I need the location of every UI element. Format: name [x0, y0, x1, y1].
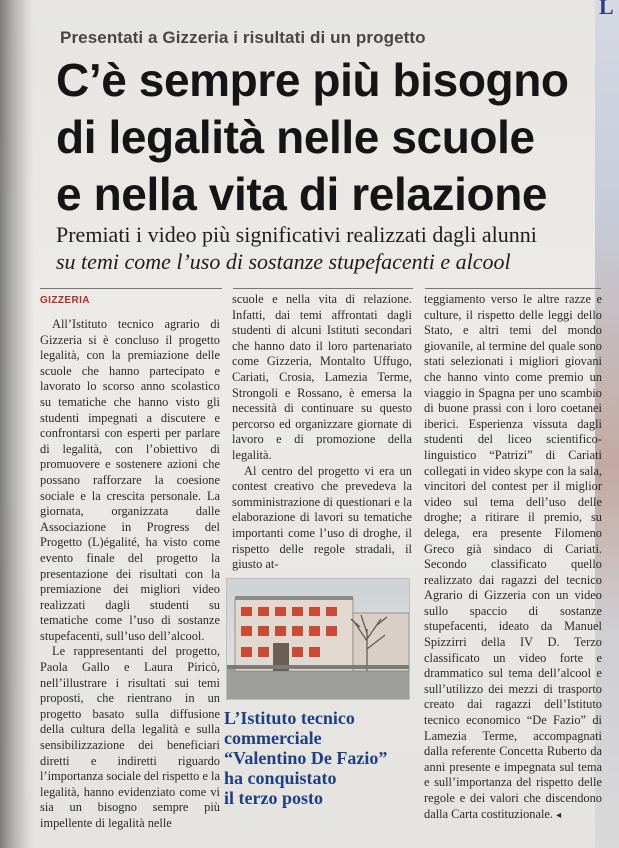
- headline-line-1: C’è sempre più bisogno: [56, 54, 569, 106]
- article-deck: [56, 221, 596, 275]
- article-kicker: Presentati a Gizzeria i risultati di un progetto: [60, 28, 426, 47]
- column-rule-1: [40, 288, 222, 289]
- body-column-3: [424, 292, 602, 823]
- photo-caption: [224, 708, 416, 808]
- body-column-1: [40, 317, 220, 832]
- body-column-2: [232, 292, 412, 573]
- body-paragraph: Le rappresentanti del progetto, Paola Gallo e Laura Piricò, nell’illustrare i risultati sui temi proposti, che rientrano in un progetto basato sulla diffusione della cultura della legalità e sulla sensibilizzazione dei beneficiari diretti e indiretti riguardo l’importanza sociale del rispetto e la legalità, hanno evidenziato come vi sia un bisogno sempre più impellente di legalità nelle: [40, 644, 220, 830]
- caption-line: commerciale: [224, 728, 322, 748]
- body-paragraph: scuole e nella vita di relazione. Infatti, dai temi affrontati dagli studenti di alcuni Istituti secondari che hanno dato il loro partenariato come Gizzeria, Montalto Uffugo, Cariati, Crosia, Lamezia Terme, Strongoli e Rossano, è emersa la necessità di continuare su questo percorso ed organizzare giornate di lavoro e di promozione della legalità.: [232, 292, 412, 462]
- body-paragraph: All’Istituto tecnico agrario di Gizzeria si è concluso il progetto legalità, con la premiazione delle scuole che hanno partecipato e lavorato lo scorso anno scolastico su tematiche che hanno visto gli studenti impegnati a discutere e confrontarsi con esperti per parlare di legalità, con l’obiettivo di promuovere e sostenere azioni che possano rafforzare la coesione sociale e la crescita personale. La giornata, organizzata dalle Associazione in Progress del Progetto (L)égalité, ha visto come evento finale del progetto la presentazione dei risultati con la premiazione dei migliori video realizzati dagli studenti su tematiche come l’uso di sostanze stupefacenti, sull’uso dell’alcool.: [40, 317, 220, 643]
- headline-line-3: e nella vita di relazione: [56, 168, 548, 220]
- body-paragraph: Al centro del progetto vi era un contest creativo che prevedeva la somministrazione di questionari e la elaborazione di lavori su tematiche importanti come l’uso di droghe, il rispetto delle regole stradali, il giusto at-: [232, 463, 412, 572]
- photo-fence: [227, 665, 409, 669]
- column-rule-3: [425, 288, 601, 289]
- headline-line-2: di legalità nelle scuole: [56, 111, 535, 163]
- end-of-article-icon: ◂: [556, 809, 562, 821]
- photo-ground: [227, 667, 409, 699]
- caption-line: il terzo posto: [224, 788, 323, 808]
- caption-line: “Valentino De Fazio”: [224, 748, 388, 768]
- deck-line-2: su temi come l’uso di sostanze stupefacenti e alcool: [56, 249, 511, 274]
- caption-line: L’Istituto tecnico: [224, 708, 355, 728]
- page-fold-shadow: [0, 0, 34, 848]
- body-text: teggiamento verso le altre razze e culture, il rispetto delle leggi dello Stato, e altri temi del mondo giovanile, al termine del quale sono stati selezionati i migliori giovani che hanno vinto come premio un viaggio in Spagna per uno scambio di buone prassi con i loro coetanei iberici. Esperienza vissuta dagli studenti del liceo scientifico-linguistico “Patrizi” di Cariati collegati in video skype con la sala, vincitori del contest per il miglior video sul tema dell’uso delle droghe; a ritirare il premio, su delega, era presente Filomeno Greco già sindaco di Cariati. Secondo classificato quello realizzato dai ragazzi del tecnico Agrario di Gizzeria con un video sullo spaccio di sostanze stupefacenti, ideato da Manuel Spizzirri della IV D. Terzo classificato un video forte e drammatico sul tema dell’alcool e sull’utilizzo dei mezzi di trasporto creato dai ragazzi dell’Istituto tecnico economico “De Fazio” di Lamezia Terme, accompagnati dalla referente Concetta Ruberto da anni presente e impegnata sul tema e sull’importanza del rispetto delle regole e dei valori che discendono dalla Carta costituzionale.: [424, 292, 602, 821]
- section-label: GIZZERIA: [40, 295, 90, 306]
- caption-line: ha conquistato: [224, 768, 337, 788]
- column-rule-2: [233, 288, 413, 289]
- adjacent-page-letter: L: [599, 0, 614, 19]
- body-paragraph: [424, 292, 602, 823]
- school-building-photo: [226, 578, 410, 700]
- article-headline: [56, 52, 596, 223]
- building-roof: [235, 596, 353, 600]
- deck-line-1: Premiati i video più significativi realizzati dagli alunni: [56, 222, 537, 247]
